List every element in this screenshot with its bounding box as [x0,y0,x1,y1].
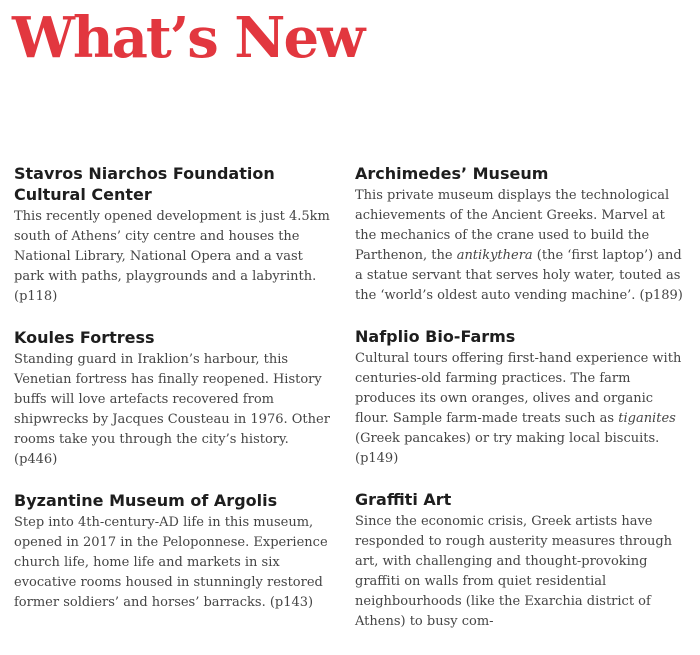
entry-body-text: Cultural tours offering first-hand experience with centuries-old farming practices. The farm produces its own oranges, olives and organic flour. Sample farm-made treats such as [355,351,682,426]
entry-body [355,186,690,306]
entry-body-text: This private museum displays the technological achievements of the Ancient Greeks. Marvel at the mechanics of the crane used to build the Parthenon, the [355,188,670,263]
entry-graffiti-art [355,489,690,632]
page-title: What’s New [12,5,364,71]
entry-body-text: (Greek pancakes) or try making local biscuits. (p149) [355,431,660,466]
entry-body: Standing guard in Iraklion’s harbour, this Venetian fortress has finally reopened. History buffs will love artefacts recovered from shipwrecks by Jacques Cousteau in 1976. Other rooms take you through the city’s history. (p446) [14,352,330,467]
entry-body: Step into 4th-century-AD life in this museum, opened in 2017 in the Peloponnese. Experience church life, home life and markets in six evocative rooms housed in stunningly restored former soldiers’ and horses’ barracks. (p143) [14,515,328,610]
entry-body: This recently opened development is just 4.5km south of Athens’ city centre and houses the National Library, National Opera and a vast park with paths, playgrounds and a labyrinth. (p118) [14,209,330,304]
entry-heading: Byzantine Museum of Argolis [14,491,278,510]
entry-heading: Graffiti Art [355,490,452,509]
entry-body: Since the economic crisis, Greek artists have responded to rough austerity measures through art, with challenging and thought-provoking graffiti on walls from quiet residential neighbourhoods (like the Exarchia district of Athens) to busy com- [355,514,673,629]
entry-body-italic: tiganites [618,411,676,426]
entry-heading: Stavros Niarchos Foundation Cultural Center [14,164,275,204]
left-column [14,163,334,633]
entry-byzantine-museum [14,490,334,613]
entry-heading: Archimedes’ Museum [355,164,549,183]
entry-nafplio-bio-farms [355,326,690,469]
entry-heading: Nafplio Bio-Farms [355,327,516,346]
right-column [355,163,690,652]
entry-archimedes-museum [355,163,690,306]
entry-body-italic: antikythera [456,248,533,263]
entry-stavros-niarchos [14,163,334,307]
entry-heading: Koules Fortress [14,328,155,347]
entry-koules-fortress [14,327,334,470]
entry-body [355,349,690,469]
entry-body-text: (the ‘first laptop’) and a statue servant that serves holy water, touted as the ‘world’s oldest auto vending machine’. (p189) [355,248,683,303]
